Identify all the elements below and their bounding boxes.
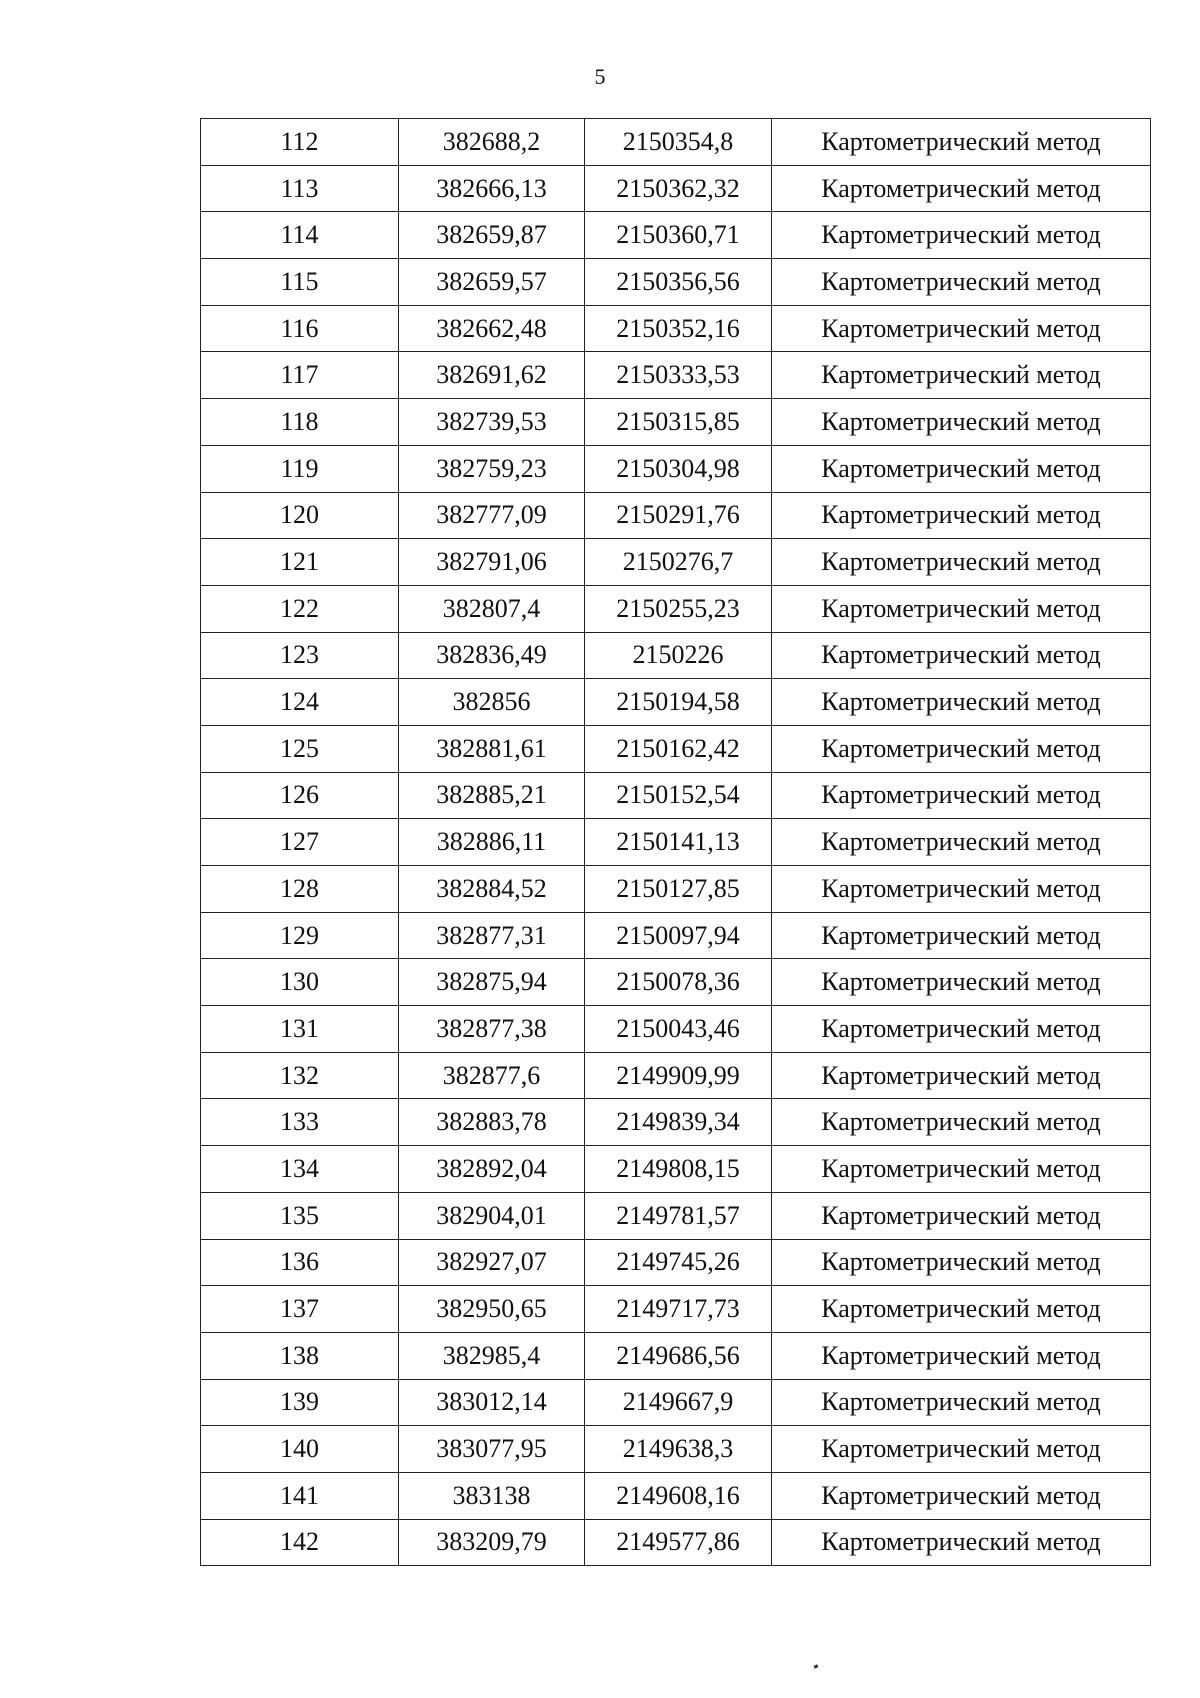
- x-coordinate-cell: 382856: [399, 679, 585, 726]
- x-coordinate-cell: 382892,04: [399, 1146, 585, 1193]
- x-coordinate-cell: 382883,78: [399, 1099, 585, 1146]
- method-cell: Картометрический метод: [772, 1286, 1151, 1333]
- point-number-cell: 140: [201, 1426, 399, 1473]
- method-cell: Картометрический метод: [772, 1006, 1151, 1053]
- method-cell: Картометрический метод: [772, 1332, 1151, 1379]
- scan-artifact-mark: [814, 1664, 819, 1668]
- point-number-cell: 114: [201, 212, 399, 259]
- x-coordinate-cell: 382884,52: [399, 866, 585, 913]
- table-row: [201, 1519, 1151, 1566]
- y-coordinate-cell: 2150315,85: [585, 399, 772, 446]
- x-coordinate-cell: 383138: [399, 1472, 585, 1519]
- method-cell: Картометрический метод: [772, 1426, 1151, 1473]
- method-cell: Картометрический метод: [772, 679, 1151, 726]
- x-coordinate-cell: 382666,13: [399, 165, 585, 212]
- coordinates-table: [200, 118, 1151, 1566]
- x-coordinate-cell: 382777,09: [399, 492, 585, 539]
- method-cell: Картометрический метод: [772, 1052, 1151, 1099]
- table-row: [201, 1472, 1151, 1519]
- y-coordinate-cell: 2150127,85: [585, 866, 772, 913]
- table-row: [201, 679, 1151, 726]
- y-coordinate-cell: 2149686,56: [585, 1332, 772, 1379]
- x-coordinate-cell: 382836,49: [399, 632, 585, 679]
- method-cell: Картометрический метод: [772, 539, 1151, 586]
- x-coordinate-cell: 382877,6: [399, 1052, 585, 1099]
- y-coordinate-cell: 2150362,32: [585, 165, 772, 212]
- table-row: [201, 1379, 1151, 1426]
- method-cell: Картометрический метод: [772, 119, 1151, 166]
- x-coordinate-cell: 382875,94: [399, 959, 585, 1006]
- x-coordinate-cell: 382950,65: [399, 1286, 585, 1333]
- table-row: [201, 1286, 1151, 1333]
- point-number-cell: 138: [201, 1332, 399, 1379]
- y-coordinate-cell: 2150352,16: [585, 305, 772, 352]
- y-coordinate-cell: 2150255,23: [585, 585, 772, 632]
- point-number-cell: 133: [201, 1099, 399, 1146]
- method-cell: Картометрический метод: [772, 305, 1151, 352]
- y-coordinate-cell: 2149638,3: [585, 1426, 772, 1473]
- point-number-cell: 132: [201, 1052, 399, 1099]
- point-number-cell: 134: [201, 1146, 399, 1193]
- x-coordinate-cell: 382885,21: [399, 772, 585, 819]
- method-cell: Картометрический метод: [772, 399, 1151, 446]
- point-number-cell: 120: [201, 492, 399, 539]
- method-cell: Картометрический метод: [772, 1472, 1151, 1519]
- point-number-cell: 135: [201, 1192, 399, 1239]
- x-coordinate-cell: 382877,38: [399, 1006, 585, 1053]
- y-coordinate-cell: 2150333,53: [585, 352, 772, 399]
- x-coordinate-cell: 382659,87: [399, 212, 585, 259]
- point-number-cell: 117: [201, 352, 399, 399]
- y-coordinate-cell: 2149577,86: [585, 1519, 772, 1566]
- method-cell: Картометрический метод: [772, 165, 1151, 212]
- x-coordinate-cell: 382759,23: [399, 445, 585, 492]
- method-cell: Картометрический метод: [772, 352, 1151, 399]
- y-coordinate-cell: 2150360,71: [585, 212, 772, 259]
- method-cell: Картометрический метод: [772, 632, 1151, 679]
- method-cell: Картометрический метод: [772, 1192, 1151, 1239]
- table-row: [201, 1332, 1151, 1379]
- y-coordinate-cell: 2149717,73: [585, 1286, 772, 1333]
- y-coordinate-cell: 2149839,34: [585, 1099, 772, 1146]
- table-row: [201, 259, 1151, 306]
- table-row: [201, 1052, 1151, 1099]
- x-coordinate-cell: 382886,11: [399, 819, 585, 866]
- method-cell: Картометрический метод: [772, 772, 1151, 819]
- table-row: [201, 1192, 1151, 1239]
- table-row: [201, 1099, 1151, 1146]
- y-coordinate-cell: 2150194,58: [585, 679, 772, 726]
- y-coordinate-cell: 2150356,56: [585, 259, 772, 306]
- method-cell: Картометрический метод: [772, 725, 1151, 772]
- method-cell: Картометрический метод: [772, 1239, 1151, 1286]
- method-cell: Картометрический метод: [772, 1379, 1151, 1426]
- y-coordinate-cell: 2149667,9: [585, 1379, 772, 1426]
- point-number-cell: 112: [201, 119, 399, 166]
- x-coordinate-cell: 382985,4: [399, 1332, 585, 1379]
- table-row: [201, 585, 1151, 632]
- point-number-cell: 142: [201, 1519, 399, 1566]
- x-coordinate-cell: 382791,06: [399, 539, 585, 586]
- y-coordinate-cell: 2150078,36: [585, 959, 772, 1006]
- point-number-cell: 131: [201, 1006, 399, 1053]
- method-cell: Картометрический метод: [772, 1146, 1151, 1193]
- point-number-cell: 124: [201, 679, 399, 726]
- x-coordinate-cell: 382881,61: [399, 725, 585, 772]
- table-row: [201, 772, 1151, 819]
- x-coordinate-cell: 382739,53: [399, 399, 585, 446]
- table-row: [201, 445, 1151, 492]
- point-number-cell: 141: [201, 1472, 399, 1519]
- point-number-cell: 118: [201, 399, 399, 446]
- point-number-cell: 127: [201, 819, 399, 866]
- y-coordinate-cell: 2150043,46: [585, 1006, 772, 1053]
- method-cell: Картометрический метод: [772, 1519, 1151, 1566]
- x-coordinate-cell: 382659,57: [399, 259, 585, 306]
- point-number-cell: 121: [201, 539, 399, 586]
- table-row: [201, 399, 1151, 446]
- table-row: [201, 539, 1151, 586]
- x-coordinate-cell: 383012,14: [399, 1379, 585, 1426]
- y-coordinate-cell: 2150141,13: [585, 819, 772, 866]
- y-coordinate-cell: 2149608,16: [585, 1472, 772, 1519]
- table-row: [201, 119, 1151, 166]
- point-number-cell: 123: [201, 632, 399, 679]
- coordinates-table-body: [201, 119, 1151, 1566]
- method-cell: Картометрический метод: [772, 1099, 1151, 1146]
- point-number-cell: 126: [201, 772, 399, 819]
- y-coordinate-cell: 2150276,7: [585, 539, 772, 586]
- point-number-cell: 137: [201, 1286, 399, 1333]
- table-row: [201, 352, 1151, 399]
- x-coordinate-cell: 382662,48: [399, 305, 585, 352]
- point-number-cell: 136: [201, 1239, 399, 1286]
- point-number-cell: 122: [201, 585, 399, 632]
- y-coordinate-cell: 2149909,99: [585, 1052, 772, 1099]
- table-row: [201, 1239, 1151, 1286]
- table-row: [201, 819, 1151, 866]
- point-number-cell: 130: [201, 959, 399, 1006]
- table-row: [201, 1146, 1151, 1193]
- method-cell: Картометрический метод: [772, 259, 1151, 306]
- point-number-cell: 139: [201, 1379, 399, 1426]
- x-coordinate-cell: 383209,79: [399, 1519, 585, 1566]
- y-coordinate-cell: 2150226: [585, 632, 772, 679]
- x-coordinate-cell: 383077,95: [399, 1426, 585, 1473]
- y-coordinate-cell: 2150097,94: [585, 912, 772, 959]
- method-cell: Картометрический метод: [772, 212, 1151, 259]
- table-row: [201, 912, 1151, 959]
- y-coordinate-cell: 2149745,26: [585, 1239, 772, 1286]
- x-coordinate-cell: 382877,31: [399, 912, 585, 959]
- point-number-cell: 113: [201, 165, 399, 212]
- table-row: [201, 1426, 1151, 1473]
- table-row: [201, 632, 1151, 679]
- y-coordinate-cell: 2150304,98: [585, 445, 772, 492]
- point-number-cell: 125: [201, 725, 399, 772]
- table-row: [201, 725, 1151, 772]
- point-number-cell: 116: [201, 305, 399, 352]
- x-coordinate-cell: 382904,01: [399, 1192, 585, 1239]
- y-coordinate-cell: 2149781,57: [585, 1192, 772, 1239]
- method-cell: Картометрический метод: [772, 866, 1151, 913]
- table-row: [201, 866, 1151, 913]
- method-cell: Картометрический метод: [772, 585, 1151, 632]
- table-row: [201, 1006, 1151, 1053]
- y-coordinate-cell: 2150291,76: [585, 492, 772, 539]
- method-cell: Картометрический метод: [772, 445, 1151, 492]
- table-row: [201, 305, 1151, 352]
- table-row: [201, 959, 1151, 1006]
- table-row: [201, 165, 1151, 212]
- x-coordinate-cell: 382807,4: [399, 585, 585, 632]
- table-row: [201, 212, 1151, 259]
- x-coordinate-cell: 382688,2: [399, 119, 585, 166]
- point-number-cell: 115: [201, 259, 399, 306]
- y-coordinate-cell: 2150354,8: [585, 119, 772, 166]
- y-coordinate-cell: 2150152,54: [585, 772, 772, 819]
- point-number-cell: 128: [201, 866, 399, 913]
- method-cell: Картометрический метод: [772, 492, 1151, 539]
- x-coordinate-cell: 382691,62: [399, 352, 585, 399]
- page-number: 5: [594, 64, 606, 89]
- point-number-cell: 129: [201, 912, 399, 959]
- method-cell: Картометрический метод: [772, 959, 1151, 1006]
- table-row: [201, 492, 1151, 539]
- x-coordinate-cell: 382927,07: [399, 1239, 585, 1286]
- method-cell: Картометрический метод: [772, 819, 1151, 866]
- y-coordinate-cell: 2149808,15: [585, 1146, 772, 1193]
- point-number-cell: 119: [201, 445, 399, 492]
- method-cell: Картометрический метод: [772, 912, 1151, 959]
- y-coordinate-cell: 2150162,42: [585, 725, 772, 772]
